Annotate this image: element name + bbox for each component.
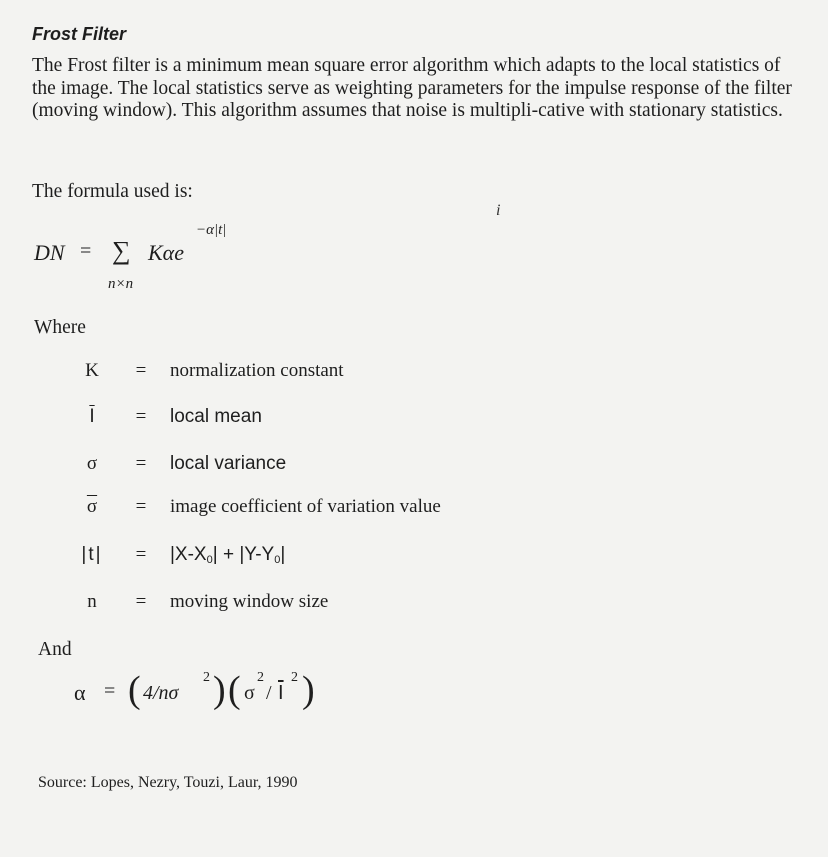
definition-symbol: $\overline{\sigma}$ — [86, 496, 98, 517]
alpha-part2-num-exponent: 2 — [257, 670, 264, 685]
definition-symbol: $\overline{I}$ — [89, 406, 95, 427]
definition-description: local mean — [170, 406, 262, 427]
paren-open-icon: ( — [228, 669, 241, 711]
section-heading: Frost Filter — [32, 24, 127, 44]
formula-equals: = — [80, 240, 92, 262]
alpha-part1-exponent: 2 — [203, 670, 210, 685]
definition-equals: = — [135, 406, 147, 427]
definition-equals: = — [135, 591, 147, 612]
definition-description: moving window size — [170, 591, 329, 612]
definition-description: normalization constant — [170, 360, 344, 381]
paren-close-icon: ) — [213, 669, 226, 711]
fraction-slash: / — [266, 682, 272, 704]
where-label: Where — [34, 317, 86, 338]
definition-description: image coefficient of variation value — [170, 496, 441, 517]
alpha-part2-den-exponent: 2 — [291, 670, 298, 685]
source-citation: Source: Lopes, Nezry, Touzi, Laur, 1990 — [38, 774, 298, 791]
definition-symbol: σ — [86, 453, 98, 474]
formula-term: Kαe — [148, 240, 184, 265]
paren-close-icon: ) — [302, 669, 315, 711]
alpha-lhs: α — [74, 680, 86, 705]
sum-symbol: ∑ — [112, 236, 131, 265]
definition-equals: = — [135, 453, 147, 474]
definition-equals: = — [135, 360, 147, 381]
alpha-part1: 4/nσ — [143, 682, 179, 704]
sum-subscript: n×n — [108, 276, 134, 292]
stray-pen-mark: i — [496, 202, 501, 219]
alpha-equals: = — [104, 680, 116, 702]
definition-description: $|X-X_0| + |Y-Y_0|$ — [170, 544, 286, 566]
definition-symbol: K — [85, 360, 99, 381]
alpha-part2-numerator: σ — [244, 682, 255, 704]
definition-description: local variance — [170, 453, 287, 474]
definition-symbol: |t| — [81, 544, 103, 565]
alpha-part2-denominator: $\overline{I}$ — [278, 682, 284, 704]
formula-lhs: DN — [34, 240, 65, 265]
formula-intro: The formula used is: — [32, 181, 193, 202]
description-paragraph: The Frost filter is a minimum mean square error algorithm which adapts to the local statistics of the image. The local statistics serve as weighting parameters for the impulse response of the filter (moving window). This algorithm assumes that noise is multipli-cative with stationary statistics. — [32, 55, 792, 121]
definition-symbol: n — [87, 591, 97, 612]
formula-exponent: −α|t| — [196, 222, 227, 238]
and-label: And — [38, 639, 72, 660]
paren-open-icon: ( — [128, 669, 141, 711]
definition-equals: = — [135, 544, 147, 565]
definition-equals: = — [135, 496, 147, 517]
